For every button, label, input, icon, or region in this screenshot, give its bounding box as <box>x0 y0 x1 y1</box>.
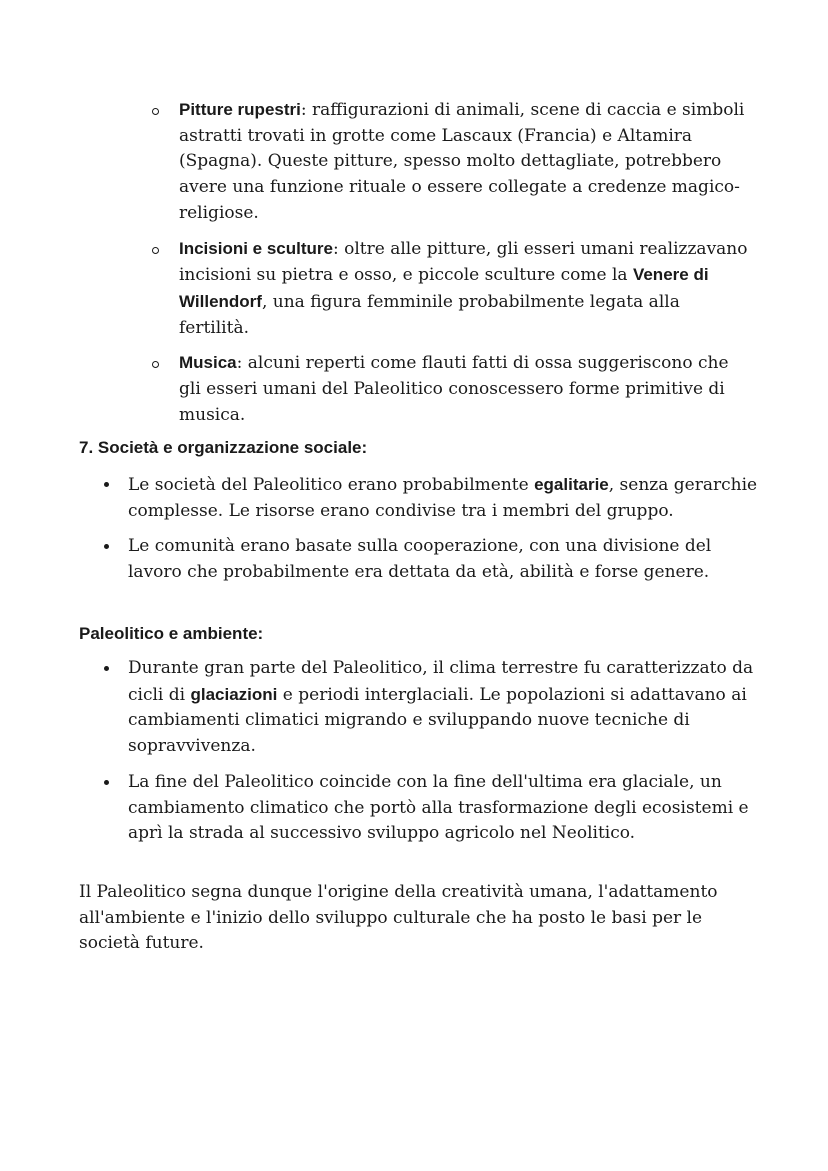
item-text: oltre alle pitture, gli esseri umani realizzavano incisioni su pietra e osso, e piccole sculture come la <box>179 238 748 286</box>
item-text: e periodi interglaciali. Le popolazioni si adattavano ai cambiamenti climatici migrando e sviluppando nuove tecniche di sopravvivenza. <box>128 684 747 757</box>
list-item-incisioni-sculture <box>152 236 752 342</box>
item-text: , senza gerarchie complesse. Le risorse erano condivise tra i membri del gruppo. <box>128 475 758 521</box>
item-text: La fine del Paleolitico coincide con la fine dell'ultima era glaciale, un cambiamento climatico che portò alla trasformazione degli ecosistemi e aprì la strada al successivo sviluppo agricolo nel Neolitico. <box>128 771 749 844</box>
list-item-musica <box>152 350 752 428</box>
item-text: raffigurazioni di animali, scene di caccia e simboli astratti trovati in grotte come Lascaux (Francia) e Altamira (Spagna). Queste pitture, spesso molto dettagliate, potrebbero avere una funzione rituale o essere collegate a credenze magico-religiose. <box>179 100 745 223</box>
section-heading-environment: Paleolitico e ambiente: <box>79 624 264 643</box>
list-item-cooperazione <box>103 534 763 585</box>
list-item-egalitarie <box>103 472 763 524</box>
item-text: alcuni reperti come flauti fatti di ossa suggeriscono che gli esseri umani del Paleolitico conoscessero forme primitive di musica. <box>179 353 729 425</box>
environment-list <box>103 656 763 857</box>
term-colon: : <box>333 238 339 259</box>
item-text: Le società del Paleolitico erano probabilmente <box>128 475 535 495</box>
term-colon: : <box>236 353 243 374</box>
filled-dot-bullet-icon <box>104 482 109 487</box>
list-item-glaciazioni <box>103 656 763 760</box>
item-text: Durante gran parte del Paleolitico, il clima terrestre fu caratterizzato da cicli di <box>128 658 754 705</box>
hollow-circle-bullet-icon <box>152 247 159 254</box>
conclusion-paragraph: Il Paleolitico segna dunque l'origine della creatività umana, l'adattamento all'ambiente e l'inizio dello sviluppo culturale che ha posto le basi per le società future. <box>79 882 718 954</box>
list-item-pitture-rupestri <box>152 97 752 227</box>
filled-dot-bullet-icon <box>104 544 109 549</box>
term-colon: : <box>300 100 307 120</box>
hollow-circle-bullet-icon <box>152 361 159 368</box>
term-venere-di-willendorf: Venere di Willendorf <box>179 265 709 311</box>
filled-dot-bullet-icon <box>104 780 109 785</box>
list-item-fine-paleolitico <box>103 770 763 847</box>
society-list <box>103 472 763 596</box>
hollow-circle-bullet-icon <box>152 108 159 115</box>
term-incisioni-sculture: Incisioni e sculture <box>179 238 333 258</box>
term-egalitarie: egalitarie <box>534 475 609 494</box>
item-text: , una figura femminile probabilmente legata alla fertilità. <box>179 291 680 338</box>
filled-dot-bullet-icon <box>104 666 109 671</box>
term-musica: Musica <box>179 353 237 373</box>
term-glaciazioni: glaciazioni <box>190 684 278 704</box>
art-sublist <box>152 97 752 437</box>
section-heading-society: 7. Società e organizzazione sociale: <box>79 438 368 457</box>
term-pitture-rupestri: Pitture rupestri <box>179 100 301 119</box>
item-text: Le comunità erano basate sulla cooperazione, con una divisione del lavoro che probabilmente era dettata da età, abilità e forse genere. <box>128 536 712 583</box>
